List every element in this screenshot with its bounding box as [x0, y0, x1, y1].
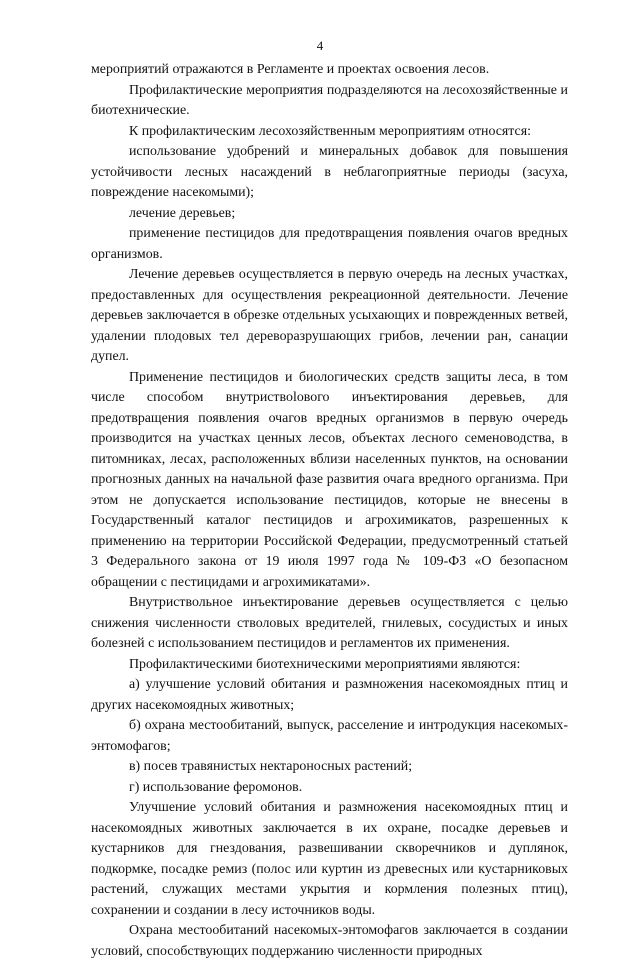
paragraph: Лечение деревьев осуществляется в первую очередь на лесных участках, предоставленных для осуществления рекреационной деятельности. Лечение деревьев заключается в обрезке отдельных усыхающих и поврежденных ветвей, удалении плодовых тел дереворазрушающих грибов, лечении ран, санации дупел. — [91, 267, 568, 364]
paragraph: Охрана местообитаний насекомых-энтомофагов заключается в создании условий, способствующих поддержанию численности природных — [91, 923, 568, 959]
list-item: г) использование феромонов. — [129, 779, 303, 795]
paragraph: Профилактические мероприятия подразделяются на лесохозяйственные и биотехнические. — [91, 82, 568, 118]
paragraph: К профилактическим лесохозяйственным мероприятиям относятся: — [129, 123, 531, 139]
list-item: лечение деревьев; — [129, 205, 236, 221]
list-item: б) охрана местообитаний, выпуск, расселение и интродукция насекомых-энтомофагов; — [91, 718, 568, 754]
paragraph: Улучшение условий обитания и размножения насекомоядных птиц и насекомоядных животных заключается в их охране, посадке деревьев и кустарников для гнездования, развешивании скворечников и дуплянок, подкормке, посадке ремиз (полос или куртин из древесных или кустарниковых растений, служащих местами укрытия и кормления полезных птиц), сохранении и создании в лесу источников воды. — [91, 800, 568, 918]
paragraph: Применение пестицидов и биологических средств защиты леса, в том числе способом внутриствolового инъектирования деревьев, для предотвращения появления очагов вредных организмов в первую очередь производится на участках ценных лесов, объектах лесного семеноводства, в питомниках, лесах, расположенных вблизи населенных пунктов, на основании прогнозных данных на начальной фазе развития очага вредного организма. При этом не допускается использование пестицидов, которые не внесены в Государственный каталог пестицидов и агрохимикатов, разрешенных к применению на территории Российской Федерации, предусмотренный статьей 3 Федерального закона от 19 июля 1997 года № 109-ФЗ «О безопасном обращении с пестицидами и агрохимикатами». — [91, 369, 568, 590]
list-item: применение пестицидов для предотвращения появления очагов вредных организмов. — [91, 226, 568, 262]
list-item: а) улучшение условий обитания и размножения насекомоядных птиц и других насекомоядных животных; — [91, 677, 568, 713]
list-item: в) посев травянистых нектароносных растений; — [129, 759, 413, 774]
paragraph: Профилактическими биотехническими мероприятиями являются: — [129, 656, 521, 672]
document-body — [91, 60, 568, 962]
paragraph: мероприятий отражаются в Регламенте и проектах освоения лесов. — [91, 62, 490, 77]
list-item: использование удобрений и минеральных добавок для повышения устойчивости лесных насаждений в неблагоприятные периоды (засуха, повреждение насекомыми); — [91, 144, 568, 200]
page-number: 4 — [316, 38, 324, 53]
paragraph: Внутриствольное инъектирование деревьев осуществляется с целью снижения численности стволовых вредителей, гнилевых, сосудистых и иных болезней с использованием пестицидов и регламентов их применения. — [91, 595, 568, 651]
